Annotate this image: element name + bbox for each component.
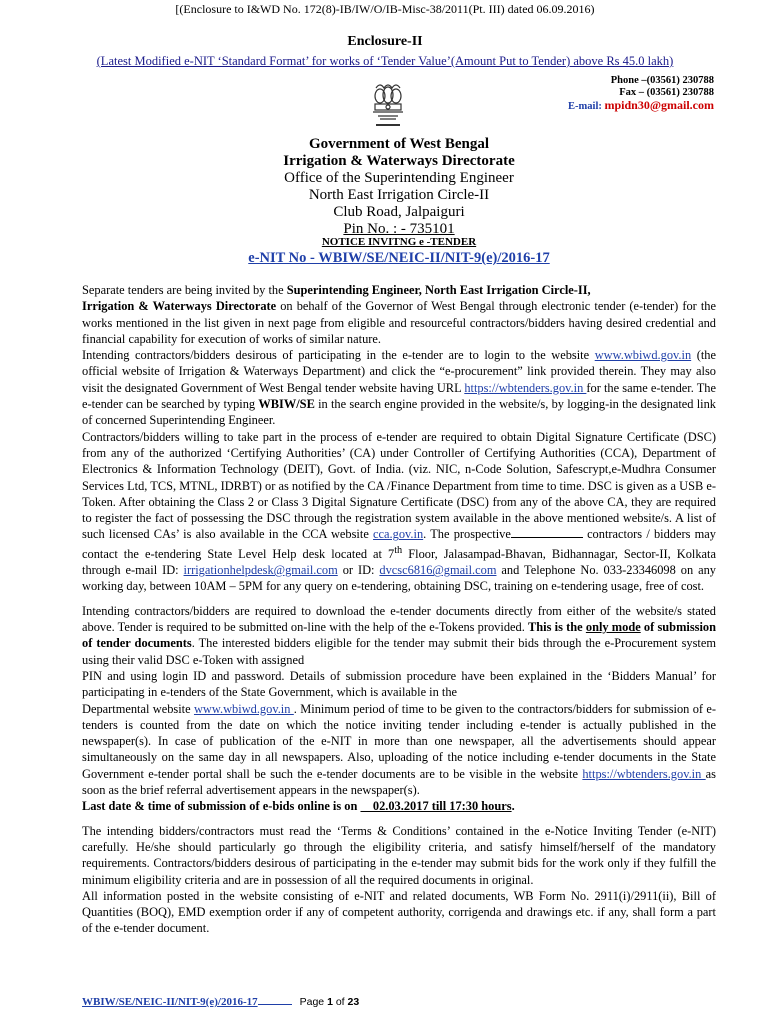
state-emblem-icon	[366, 80, 410, 132]
email-label: E-mail:	[568, 101, 602, 112]
helpdesk-email-link[interactable]: irrigationhelpdesk@gmail.com	[183, 563, 338, 578]
paragraph-download: Intending contractors/bidders are required to download the e-tender documents directly from either of the website/s stated above. Tender is required to be submitted on-line with the help of the e-Tokens provided. This is the only mode of submission of tender documents. The interested bidders eligible for the tender may submit their bids through the e-Procurement system using their valid DSC e-Token with assigned PIN and using login ID and password. Details of submission procedure have been explained in the ‘Bidders Manual’ for participating in e-tenders of the State Government, which is available in the Departmental website www.wbiwd.gov.in . Minimum period of time to be given to the contractors/bidders for submission of e-tenders is counted from the date on which the notice inviting tender including e-tender is actually published in the newspaper(s). In case of publication of the e-NIT in more than one newspaper, all the advertisements should appear simultaneously on the same day in all newspapers. Also, uploading of the notice including e-tender documents in the State Government e-tender portal shall be such the e-tender documents are to be visible in the website https://wbtenders.gov.in as soon as the brief referral advertisement appears in the newspaper(s).	[82, 603, 717, 798]
footer-enit-ref: WBIW/SE/NEIC-II/NIT-9(e)/2016-17	[82, 996, 258, 1008]
cca-link[interactable]: cca.gov.in	[373, 527, 424, 542]
enclosure-reference: [(Enclosure to I&WD No. 172(8)-IB/IW/O/IB-Misc-38/2011(Pt. III) dated 06.09.2016)	[175, 2, 595, 16]
wbiwd-link[interactable]: www.wbiwd.gov.in	[594, 348, 692, 363]
directorate-name: Irrigation & Waterways Directorate	[283, 153, 515, 169]
paragraph-terms: The intending bidders/contractors must read the ‘Terms & Conditions’ contained in the e-Notice Inviting Tender (e-NIT) carefully. He/she should particularly go through the eligibility criteria, and satisfy himself/herself of the mandatory requirements. Contractors/bidders desirous of participating in the e-tender may submit bids for the work only if they fulfill the minimum eligibility criteria and are in possession of all the required documents in original.	[82, 823, 716, 887]
paragraph-documents: All information posted in the website consisting of e-NIT and related documents, WB Form No. 2911(i)/2911(ii), Bill of Quantities (BOQ), EMD exemption order if any of competent authority, corrigenda and drawings etc. if any, shall form a part of the e-tender document.	[82, 888, 716, 936]
office-header	[0, 136, 770, 238]
fax-text: Fax – (03561) 230788	[619, 87, 714, 98]
contact-block	[568, 75, 714, 113]
wbtenders-link-2[interactable]: https://wbtenders.gov.in	[582, 766, 706, 781]
page-indicator: Page 1 of 23	[299, 996, 360, 1008]
notice-heading: NOTICE INVITNG e -TENDER	[321, 236, 477, 248]
enclosure-subtitle: (Latest Modified e-NIT ‘Standard Format’ for works of ‘Tender Value’(Amount Put to Tender) above Rs 45.0 lakh)	[96, 54, 674, 68]
wbiwd-link-2[interactable]: www.wbiwd.gov.in	[193, 701, 294, 716]
enit-number: e-NIT No - WBIW/SE/NEIC-II/NIT-9(e)/2016-17	[248, 250, 550, 266]
last-date-line: Last date & time of submission of e-bids online is on 02.03.2017 till 17:30 hours.	[82, 799, 515, 814]
dvcsc-email-link[interactable]: dvcsc6816@gmail.com	[379, 563, 497, 578]
pin-code: Pin No. : - 735101	[343, 221, 455, 237]
address: Club Road, Jalpaiguri	[333, 204, 465, 220]
paragraph-invitation: Separate tenders are being invited by the Superintending Engineer, North East Irrigation Circle-II, Irrigation & Waterways Directorate on behalf of the Governor of West Bengal through electronic tender (e-tender) for the works mentioned in the list given in next page from eligible and resourceful contractors/bidders having desired credential and financial capability for execution of works of similar nature.	[82, 283, 716, 346]
notice-body	[82, 282, 716, 937]
enclosure-title: Enclosure-II	[347, 34, 423, 49]
paragraph-login: Intending contractors/bidders desirous of participating in the e-tender are to login to the website www.wbiwd.gov.in (the official website of Irrigation & Waterways Department) and click the “e-procurement” link provided therein. They may also visit the designated Government of West Bengal tender website having URL https://wbtenders.gov.in for the same e-tender. The e-tender can be searched by typing WBIW/SE in the search engine provided in the website/s, by logging-in the designated link of concerned Superintending Engineer.	[82, 348, 716, 428]
phone-text: Phone –(03561) 230788	[610, 75, 714, 86]
wbtenders-link[interactable]: https://wbtenders.gov.in	[464, 380, 587, 395]
email-link[interactable]: mpidn30@gmail.com	[604, 98, 714, 112]
circle-name: North East Irrigation Circle-II	[308, 187, 490, 203]
footer-underline	[258, 1004, 292, 1005]
blank-line	[511, 537, 583, 538]
office-name: Office of the Superintending Engineer	[284, 170, 514, 186]
govt-name: Government of West Bengal	[308, 136, 490, 152]
email-line	[568, 99, 714, 113]
page-footer	[82, 996, 359, 1008]
paragraph-dsc: Contractors/bidders willing to take part in the process of e-tender are required to obtain Digital Signature Certificate (DSC) from any of the authorized ‘Certifying Authorities’ (CA) under Controller of Certifying Authorities (CCA), Department of Electronics & Information Technology (DEIT), Govt. of India. (viz. NIC, n-Code Solution, Safescrypt,e-Mudhra Consumer Services Ltd, TCS, MTNL, IDRBT) or as notified by the CA /Finance Department from time to time. DSC is given as a USB e-Token. After obtaining the Class 2 or Class 3 Digital Signature Certificate (DSC) from any of the above CA, they are required to register the fact of possessing the DSC through the registration system available in the above mentioned website/s. A list of such licensed CAs’ is also available in the CCA website cca.gov.in. The prospective contractors / bidders may contact the e-tendering State Level Help desk located at 7th Floor, Jalasampad-Bhavan, Bidhannagar, Sector-II, Kolkata through e-mail ID: irrigationhelpdesk@gmail.com or ID: dvcsc6816@gmail.com and Telephone No. 033-23346098 on any working day, between 10AM – 5PM for any query on e-tendering, obtaining DSC, training on e-tendering usage, free of cost.	[82, 429, 716, 594]
